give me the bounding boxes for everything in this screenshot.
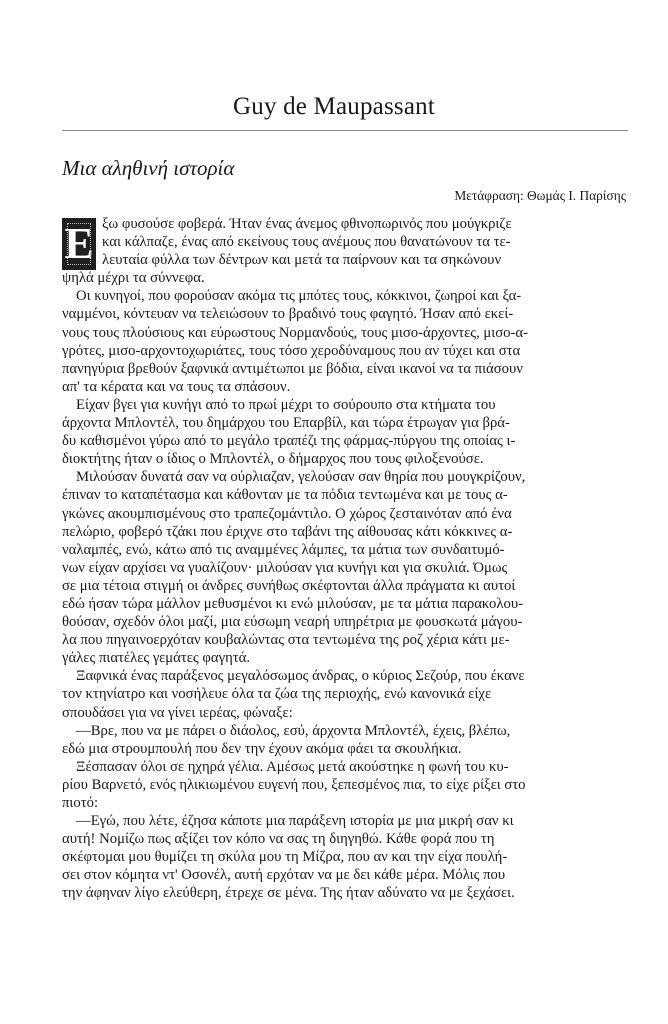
text-line: γκώνες ακουμπισμένους στο τραπεζομάντιλο. Ο χώρος ζεσταινόταν από ένα [62,505,512,522]
text-line: σπουδάσει για να γίνει ιερέας, φώναξε: [62,704,293,721]
text-line: έπιναν το καταπέτασμα και κάθονταν με τα πόδια τεντωμένα και με τους α- [62,487,508,504]
text-line: άρχοντα Μπλοντέλ, του δημάρχου του Επαρβίλ, και τώρα έτρωγαν για βρά- [62,415,510,432]
text-line: σε μια τέτοια στιγμή οι άνδρες συνήθως σκέφτονται άλλα πράγματα κι αυτοί [62,577,516,594]
text-line: διοκτήτης ήταν ο ίδιος ο Μπλοντέλ, ο δήμαρχος που τους φιλοξενούσε. [62,451,484,468]
text-line: την άφηναν λίγο ελεύθερη, έτρεχε σε μένα. Της ήταν αδύνατο να με ξεχάσει. [62,885,515,902]
text-line: και κάλπαζε, ένας από εκείνους τους ανέμους που θανατώνουν τα τε- [102,234,511,251]
header-rule [62,130,628,131]
text-line: τον κτηνίατρο και νοσήλευε όλα τα ζώα της περιοχής, ενώ κανονικά είχε [62,686,492,703]
text-line: Είχαν βγει για κυνήγι από το πρωί μέχρι το σούρουπο στα κτήματα του [76,396,496,413]
text-line: εδώ μια στρουμπουλή που δεν την έχουν ακόμα φάει τα σκουλήκια. [62,740,462,757]
text-line: γάλες πιατέλες γεμάτες φαγητά. [62,650,251,667]
text-line: δυ καθισμένοι γύρω από το μεγάλο τραπέζι της φάρμας-πύργου της οποίας ι- [62,433,516,450]
text-line: αυτή! Νομίζω πως αξίζει τον κόπο να σας τη διηγηθώ. Κάθε φορά που τη [62,831,495,848]
text-line: Ξέσπασαν όλοι σε ηχηρά γέλια. Αμέσως μετά ακούστηκε η φωνή του κυ- [76,758,509,775]
text-line: νους τους πλούσιους και εύρωστους Νορμανδούς, τους μισο-άρχοντες, μισο-α- [62,324,528,341]
text-line: απ' τα κέρατα και να τους τα σπάσουν. [62,378,291,395]
running-head-author: Guy de Maupassant [233,93,435,120]
story-title: Μια αληθινή ιστορία [62,156,235,180]
text-line: —Εγώ, που λέτε, έζησα κάποτε μια παράξενη ιστορία με μια μικρή σαν κι [76,813,514,830]
story-body [62,215,628,903]
text-line: Ξαφνικά ένας παράξενος μεγαλόσωμος άνδρας, ο κύριος Σεζούρ, που έκανε [76,668,525,685]
text-line: πελώριο, φοβερό τζάκι που έριχνε στο ταβάνι της αίθουσας κάτι κόκκινες α- [62,523,513,540]
text-line: εδώ ήσαν τώρα μάλλον μεθυσμένοι κι ενώ μιλούσαν, με τα μάτια παρακολου- [62,595,523,612]
text-line: ναμμένοι, κόντευαν να τελειώσουν το βραδινό τους φαγητό. Ήσαν από εκεί- [62,306,514,323]
text-line: θούσαν, σχεδόν όλοι μαζί, μια εύσωμη νεαρή υπηρέτρια με φουσκωτά μάγου- [62,614,523,631]
text-line: Μιλούσαν δυνατά σαν να ούρλιαζαν, γελούσαν σαν θηρία που μουγκρίζουν, [76,469,526,486]
text-line: ψηλά μέχρι τα σύννεφα. [62,270,205,287]
text-line: λα που πηγαινοερχόταν κουβαλώντας στα τεντωμένα της ροζ χέρια κάτι με- [62,632,510,649]
text-line: πανηγύρια βρεθούν ξαφνικά αντιμέτωποι με βόδια, είναι ικανοί να τα πιάσουν [62,360,523,377]
text-line: —Βρε, που να με πάρει ο διάολος, εσύ, άρχοντα Μπλοντέλ, έχεις, βλέπω, [76,722,511,739]
text-line: Οι κυνηγοί, που φορούσαν ακόμα τις μπότες τους, κόκκινοι, ζωηροί και ξα- [76,288,522,305]
translator-credit: Μετάφραση: Θωμάς Ι. Παρίσης [454,188,626,203]
drop-cap-letter: Ε [62,218,96,270]
text-line: λευταία φύλλα των δέντρων και μετά τα παίρνουν και τα σηκώνουν [102,252,502,269]
text-line: σκέφτομαι μου θυμίζει τη σκύλα μου τη Μίζρα, που αν και την είχα πουλή- [62,849,508,866]
text-line: ναλαμπές, ενώ, κάτω από τις αναμμένες λάμπες, τα μάτια των συνδαιτυμό- [62,541,505,558]
text-line: σει στον κόμητα ντ' Οσονέλ, αυτή ερχόταν να με δει κάθε μέρα. Μόλις που [62,867,506,884]
text-line: πιοτό: [62,795,99,811]
text-line: νων είχαν αρχίσει να γυαλίζουν· μιλούσαν για κυνήγι και για σκυλιά. Όμως [62,559,508,576]
text-line: γρότες, μισο-αρχοντοχωριάτες, τους τόσο χεροδύναμους που αν τύχει και στα [62,342,521,359]
text-line: ρίου Βαρνετό, ενός ηλικιωμένου ευγενή που, ξεπεσμένος πια, το είχε ρίξει στο [62,776,526,793]
text-line: ξω φυσούσε φοβερά. Ήταν ένας άνεμος φθινοπωρινός που μούγκριζε [102,216,512,232]
